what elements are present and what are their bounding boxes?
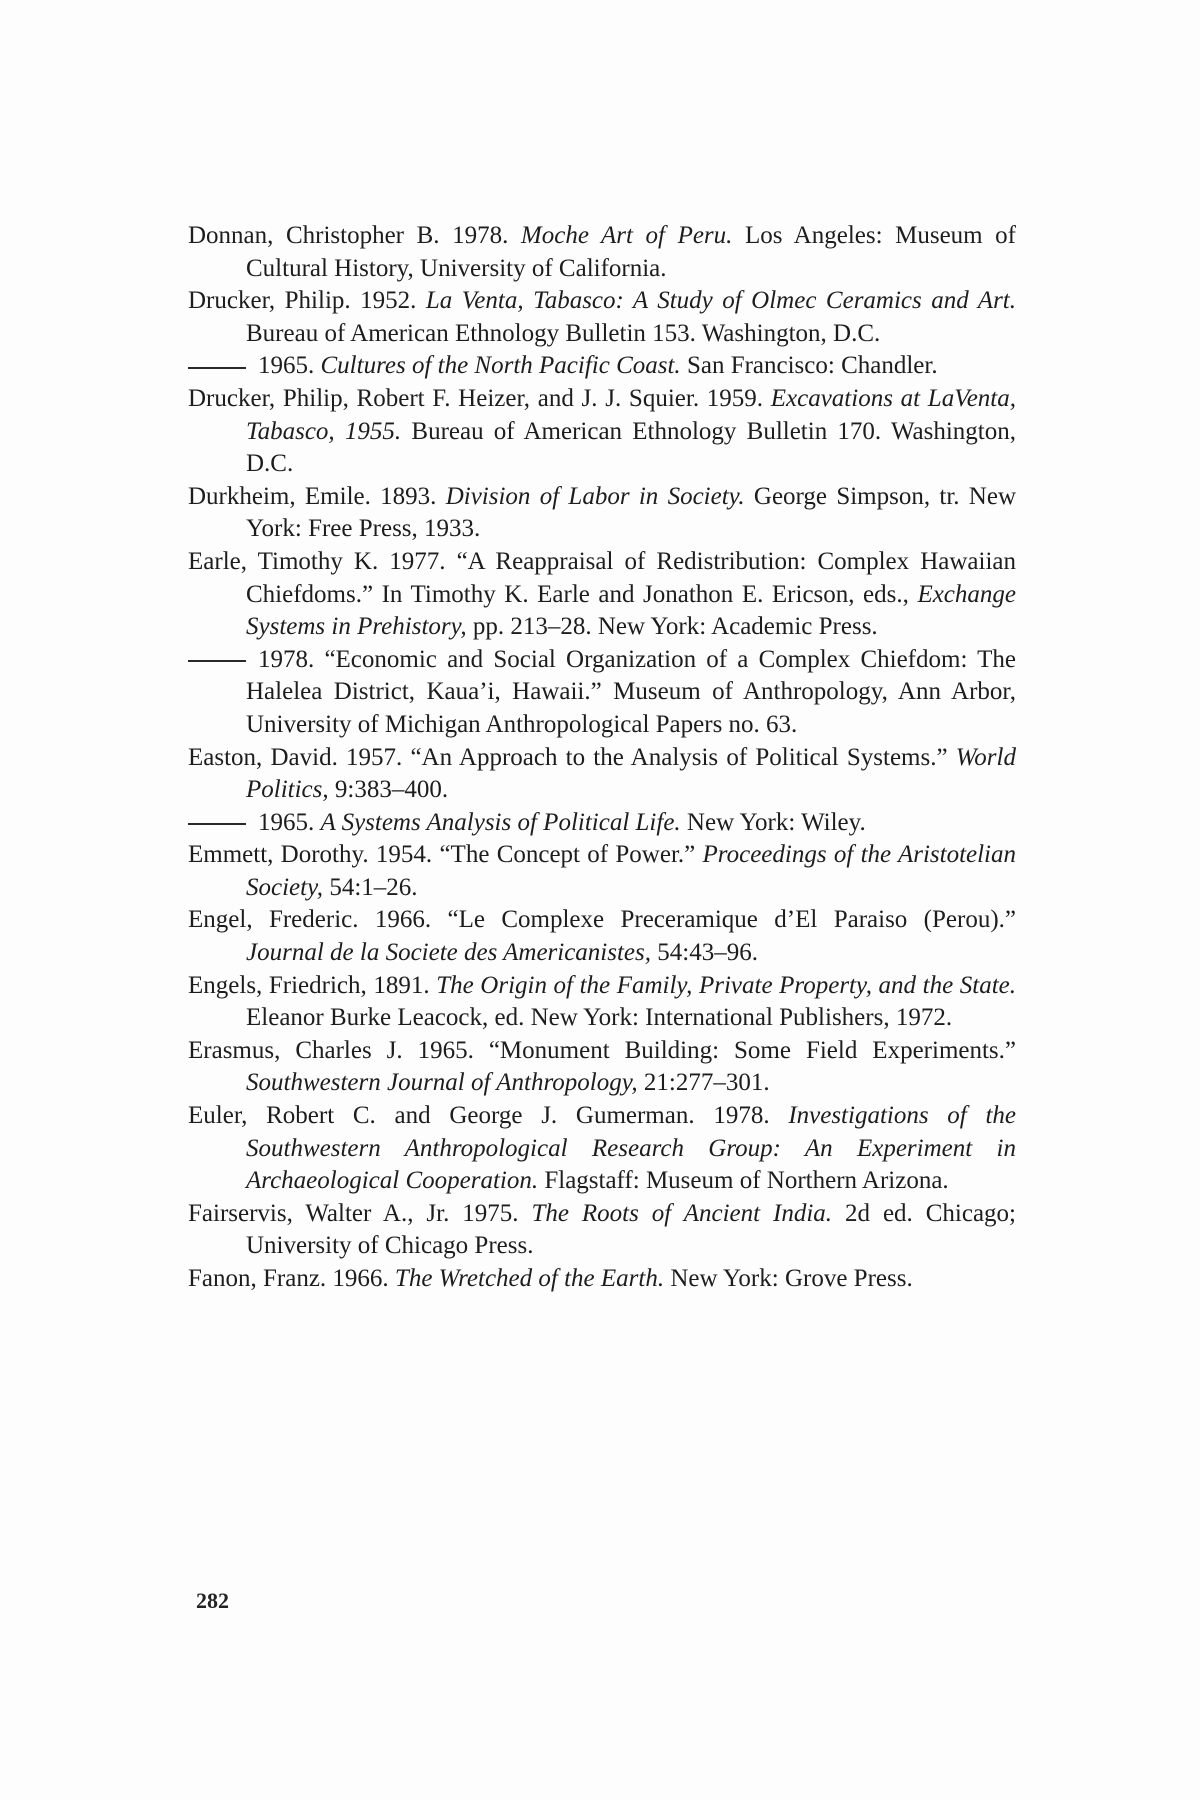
entry-text: 1893. (370, 482, 446, 510)
entry-author: Drucker, Philip. (188, 287, 351, 315)
bibliography-entry (188, 1100, 1016, 1198)
bibliography-entry (188, 1198, 1016, 1263)
entry-text: 1965. “Monument Building: Some Field Experiments.” (402, 1036, 1017, 1064)
ditto-dash (188, 367, 246, 369)
entry-title: Moche Art of Peru. (520, 222, 733, 249)
bibliography-entry (188, 1263, 1016, 1296)
bibliography-entry (188, 904, 1016, 969)
entry-author: Fairservis, Walter A., Jr. (188, 1199, 450, 1227)
entry-author: Emmett, Dorothy. (188, 841, 369, 869)
bibliography-entry (188, 807, 1016, 840)
bibliography-entry (188, 742, 1016, 807)
entry-title: The Wretched of the Earth. (394, 1265, 665, 1292)
bibliography-entry (188, 546, 1016, 644)
entry-text: 54:1–26. (323, 873, 418, 901)
entry-author: Engel, Frederic. (188, 906, 359, 934)
entry-text: New York: Grove Press. (664, 1265, 913, 1292)
entry-text: 1978. “Economic and Social Organization of a Complex Chiefdom: The Halelea District, Kaua’i, Hawaii.” Museum of Anthropology, Ann Arbor, University of Michigan Anthropological Papers no. 63. (246, 645, 1016, 738)
entry-author: Easton, David. (188, 743, 338, 771)
entry-title: A Systems Analysis of Political Life. (320, 808, 681, 836)
entry-author: Euler, Robert C. and George J. Gumerman. (188, 1102, 695, 1130)
entry-title: Journal de la Societe des Americanistes, (246, 939, 652, 967)
entry-text: Bureau of American Ethnology Bulletin 153. Washington, D.C. (246, 319, 881, 347)
entry-title: World Politics, (246, 743, 1016, 804)
entry-text: Eleanor Burke Leacock, ed. New York: International Publishers, 1972. (246, 1004, 953, 1032)
entry-text: 1954. “The Concept of Power.” (368, 841, 703, 869)
entry-title: Investigations of the Southwestern Anthropological Research Group: An Experiment in Archaeological Cooperation. (246, 1102, 1017, 1195)
entry-text: 2d ed. Chicago; University of Chicago Press. (246, 1199, 1016, 1260)
entry-title: Cultures of the North Pacific Coast. (320, 352, 681, 380)
entry-author: Earle, Timothy K. (188, 547, 379, 575)
entry-text: 1891. (366, 971, 437, 999)
entry-text: San Francisco: Chandler. (680, 352, 938, 380)
entry-text: George Simpson, tr. New York: Free Press, 1933. (246, 482, 1017, 543)
entry-author: Drucker, Philip, Robert F. Heizer, and J. J. Squier. (188, 384, 700, 412)
entry-author: Fanon, Franz. (188, 1265, 327, 1292)
entry-text: Bureau of American Ethnology Bulletin 170. Washington, D.C. (246, 417, 1017, 478)
entry-text: 1957. “An Approach to the Analysis of Political Systems.” (337, 743, 956, 771)
entry-text: 1959. (699, 384, 771, 412)
entry-text: 1965. (258, 808, 321, 836)
ditto-dash (188, 823, 246, 825)
bibliography-entry (188, 839, 1016, 904)
entry-title: Proceedings of the Aristotelian Society, (246, 841, 1016, 901)
entry-title: Exchange Systems in Prehistory, (246, 580, 1016, 641)
entry-author: Engels, Friedrich, (188, 971, 367, 999)
bibliography-entry (188, 350, 1016, 383)
entry-text: 54:43–96. (651, 939, 758, 967)
bibliography-entry (188, 220, 1016, 285)
page-number: 282 (196, 1588, 229, 1613)
entry-title: Division of Labor in Society. (445, 482, 745, 510)
entry-text: 1965. (258, 352, 321, 380)
entry-author: Erasmus, Charles J. (188, 1036, 403, 1064)
entry-text: 1966. (326, 1265, 395, 1292)
entry-text: Los Angeles: Museum of Cultural History, University of California. (246, 222, 1017, 282)
entry-author: Durkheim, Emile. (188, 482, 371, 510)
entry-text: 1975. (449, 1199, 532, 1227)
entry-title: The Origin of the Family, Private Property, and the State. (436, 971, 1016, 999)
bibliography-entry (188, 1035, 1016, 1100)
entry-text: 1952. (350, 287, 426, 315)
entry-text: 1978. (694, 1102, 789, 1130)
bibliography-entry (188, 383, 1016, 481)
entry-title: Southwestern Journal of Anthropology, (246, 1069, 638, 1097)
entry-text: 1978. (439, 222, 521, 249)
entry-text: 9:383–400. (328, 776, 449, 804)
bibliography-entry (188, 970, 1016, 1035)
bibliography-entry (188, 285, 1016, 350)
ditto-dash (188, 660, 246, 662)
bibliography-entry (188, 644, 1016, 742)
entry-text: New York: Wiley. (680, 808, 866, 836)
entry-text: pp. 213–28. New York: Academic Press. (466, 613, 878, 641)
entry-text: 1977. “A Reappraisal of Redistribution: Complex Hawaiian Chiefdoms.” In Timothy K. Earle and Jonathon E. Ericson, eds., (246, 547, 1016, 608)
entry-title: La Venta, Tabasco: A Study of Olmec Ceramics and Art. (425, 287, 1016, 315)
bibliography-list (188, 220, 1016, 1296)
entry-title: Excavations at LaVenta, Tabasco, 1955. (246, 384, 1016, 445)
bibliography-entry (188, 481, 1016, 546)
entry-title: The Roots of Ancient India. (531, 1199, 833, 1227)
entry-text: Flagstaff: Museum of Northern Arizona. (538, 1167, 949, 1195)
entry-author: Donnan, Christopher B. (188, 222, 440, 249)
entry-text: 21:277–301. (637, 1069, 770, 1097)
entry-text: 1966. “Le Complexe Preceramique d’El Paraiso (Perou).” (358, 906, 1016, 934)
